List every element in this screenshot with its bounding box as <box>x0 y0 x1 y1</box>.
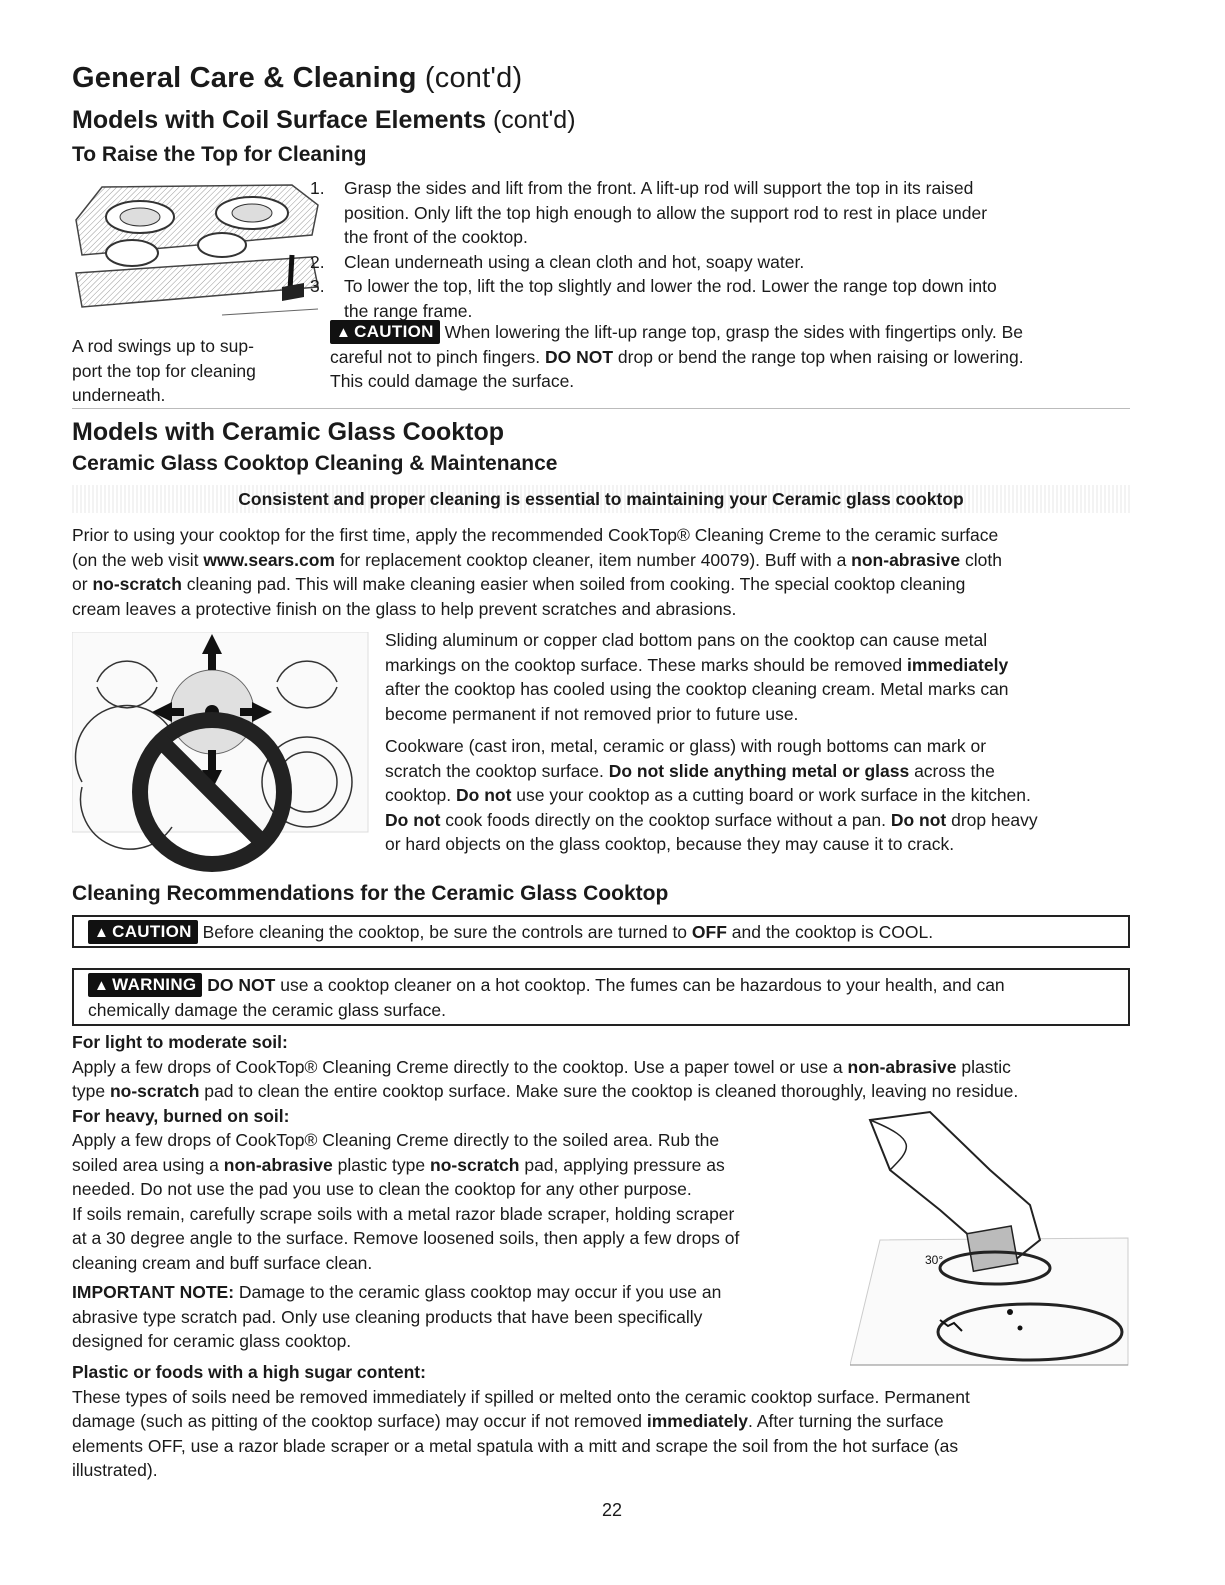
ceramic-banner: Consistent and proper cleaning is essential to maintaining your Ceramic glass cooktop <box>72 485 1130 513</box>
step-item <box>310 274 1130 323</box>
warning-triangle-icon: ▲ <box>94 977 110 994</box>
caution-box: ▲ CAUTION Before cleaning the cooktop, be sure the controls are turned to OFF and the cooktop is COOL. <box>72 915 1130 948</box>
step-number: 1. <box>310 178 325 198</box>
heavy-soil-section: Apply a few drops of CookTop® Cleaning Creme directly to the soiled area. Rub the soiled area using a non-abrasive plastic type no-scratch pad, applying pressure as needed. Do not use the pad you use to clean the cooktop for any other purpose. If soils remain, carefully scrape soils with a metal razor blade scraper, holding scraper at a 30 degree angle to the surface. Remove loosened soils, then apply a few drops of cleaning cream and buff surface clean. <box>72 1130 740 1273</box>
caution-badge: ▲ CAUTION <box>330 320 440 344</box>
step-line: Grasp the sides and lift from the front. A lift-up rod will support the top in its raised <box>344 178 974 198</box>
raise-top-steps <box>310 176 1130 323</box>
light-soil-heading: For light to moderate soil: <box>72 1032 288 1052</box>
warning-triangle-icon: ▲ <box>94 924 110 941</box>
section-title-coil <box>72 106 576 135</box>
section-title-coil-contd: (cont'd) <box>492 106 576 134</box>
ceramic-heading: Models with Ceramic Glass Cooktop <box>72 418 505 446</box>
ceramic-paragraph-2: Cookware (cast iron, metal, ceramic or glass) with rough bottoms can mark or scratch the cooktop surface. Do not slide anything metal or glass across the cooktop. Do not use your cooktop as a cutting board or work surface in the kitchen. Do not cook foods directly on the cooktop surface without a pan. Do not drop heavy or hard objects on the glass cooktop, because they may cause it to crack. <box>385 736 1038 854</box>
step-item <box>310 176 1130 250</box>
raise-top-caption <box>72 334 312 408</box>
angle-label: 30° <box>925 1253 944 1267</box>
sugar-section: Plastic or foods with a high sugar content: These types of soils need be removed immediately if spilled or melted onto the ceramic cooktop surface. Permanent damage (such as pitting of the cooktop surface) may occur if not removed immediately. After turning the surface elements OFF, use a razor blade scraper or a metal spatula with a mitt and scrape the soil from the hot surface (as illustrated). <box>72 1362 970 1480</box>
raise-top-heading: To Raise the Top for Cleaning <box>72 143 367 166</box>
ceramic-subheading: Ceramic Glass Cooktop Cleaning & Maintenance <box>72 452 558 475</box>
lift-top-caution: ▲ CAUTION When lowering the lift-up range top, grasp the sides with fingertips only. Be careful not to pinch fingers. DO NOT drop or bend the range top when raising or lowering. This could damage the surface. <box>330 322 1024 391</box>
sugar-heading: Plastic or foods with a high sugar content: <box>72 1362 426 1382</box>
step-line: Clean underneath using a clean cloth and hot, soapy water. <box>344 251 805 272</box>
page-title <box>72 62 522 95</box>
warning-triangle-icon: ▲ <box>336 324 352 341</box>
light-soil-section: For light to moderate soil: Apply a few drops of CookTop® Cleaning Creme directly to the cooktop. Use a paper towel or use a non-abrasive plastic type no-scratch pad to clean the entire cooktop surface. Make sure the cooktop is cleaned thoroughly, leaving no residue. For heavy, burned on soil: <box>72 1032 1019 1126</box>
important-note: IMPORTANT NOTE: Damage to the ceramic glass cooktop may occur if you use an abrasive type scratch pad. Only use cleaning products that have been specifically designed for ceramic glass cooktop. <box>72 1282 722 1351</box>
caption-line: A rod swings up to sup- <box>72 336 254 356</box>
raised-cooktop-illustration <box>72 175 320 325</box>
warning-box: ▲ WARNING DO NOT use a cooktop cleaner on a hot cooktop. The fumes can be hazardous to your health, and can chemically damage the ceramic glass surface. <box>72 968 1130 1026</box>
sears-link: www.sears.com <box>203 549 335 570</box>
step-number: 3. <box>310 276 325 296</box>
page-title-contd: (cont'd) <box>424 62 523 94</box>
recommendations-heading: Cleaning Recommendations for the Ceramic Glass Cooktop <box>72 882 669 905</box>
warning-badge: ▲ WARNING <box>88 973 202 997</box>
page-number: 22 <box>601 1500 623 1520</box>
step-item <box>310 250 1130 275</box>
step-line: the front of the cooktop. <box>344 227 528 247</box>
step-number: 2. <box>310 251 325 272</box>
caption-line: underneath. <box>72 385 166 405</box>
ceramic-paragraph-1: Sliding aluminum or copper clad bottom pans on the cooktop can cause metal markings on the cooktop surface. These marks should be removed immediately after the cooktop has cooled using the cooktop cleaning cream. Metal marks can become permanent if not removed prior to future use. <box>385 630 1009 724</box>
section-title-coil-main: Models with Coil Surface Elements <box>72 106 486 134</box>
section-divider <box>72 408 1130 409</box>
page-title-main: General Care & Cleaning <box>72 62 417 94</box>
step-line: the range frame. <box>344 300 473 321</box>
heavy-soil-heading: For heavy, burned on soil: <box>72 1105 290 1126</box>
no-sliding-pans-illustration <box>72 632 372 882</box>
step-line: position. Only lift the top high enough to allow the support rod to rest in place under <box>344 202 988 223</box>
step-line: To lower the top, lift the top slightly and lower the rod. Lower the range top down into <box>344 276 997 296</box>
caution-badge: ▲ CAUTION <box>88 920 198 944</box>
scraper-mitt-illustration <box>850 1110 1130 1370</box>
caption-line: port the top for cleaning <box>72 360 256 381</box>
ceramic-intro: Prior to using your cooktop for the first time, apply the recommended CookTop® Cleaning Creme to the ceramic surface (on the web visit www.sears.com for replacement cooktop cleaner, item number 40079). Buff with a non-abrasive cloth or no-scratch cleaning pad. This will make cleaning easier when soiled from cooking. The special cooktop cleaning cream leaves a protective finish on the glass to help prevent scratches and abrasions. <box>72 525 1002 619</box>
